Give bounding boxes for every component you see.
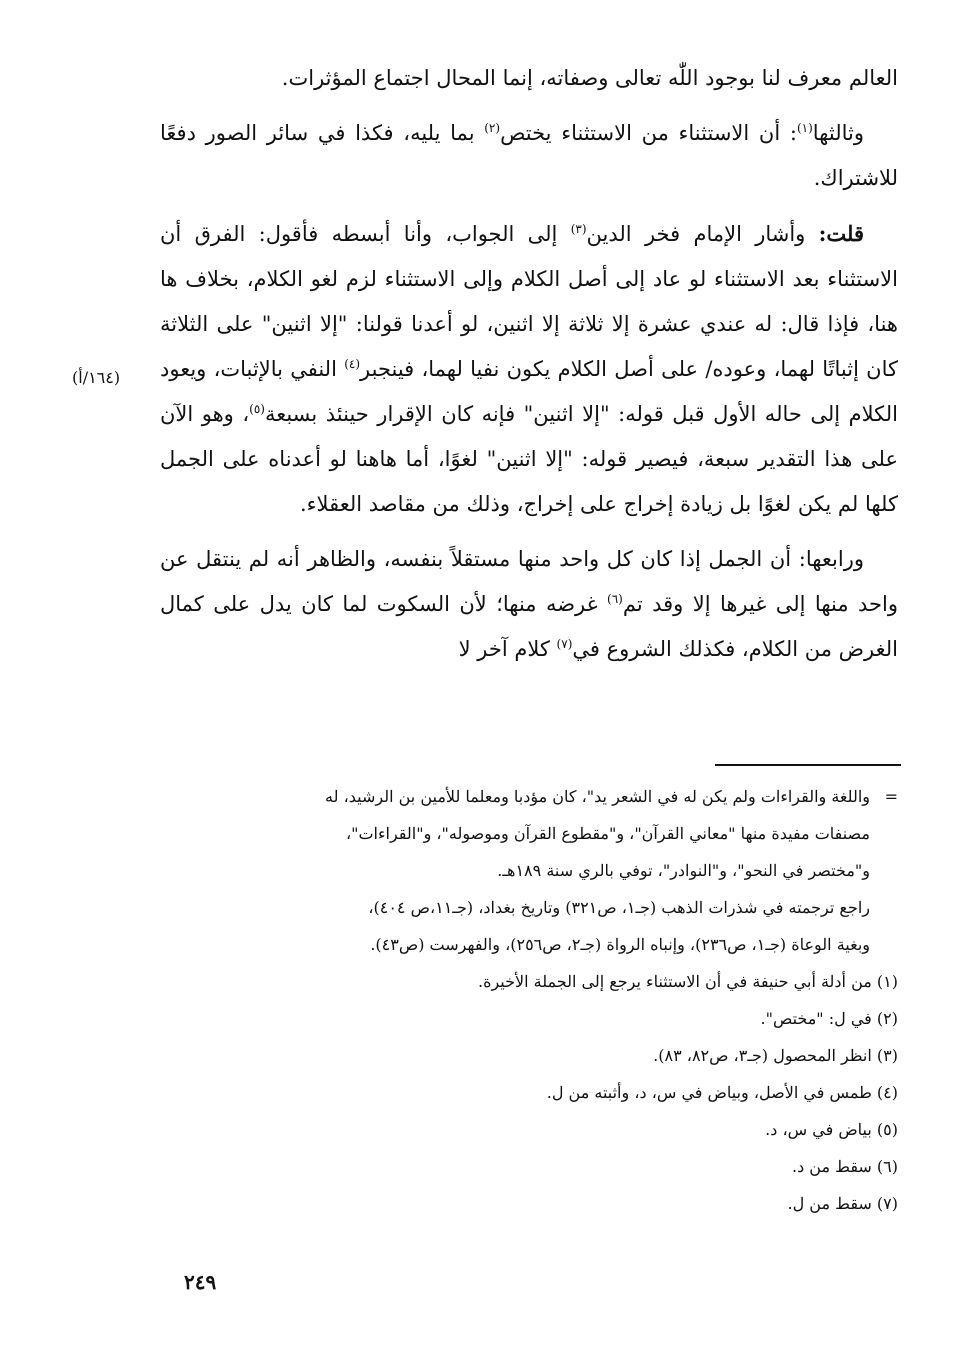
- paragraph-2-text-a: وثالثها: [812, 121, 864, 145]
- paragraph-3-text-d: ، وهو الآن على هذا التقدير سبعة، فيصير قوله: "إلا اثنين" لغوًا، أما هاهنا لو أعدناه على الجمل كلها لم يكن لغوًا بل زيادة إخراج على إخراج، وذلك من مقاصد العقلاء.: [160, 402, 898, 516]
- footnote-1: (١) من أدلة أبي حنيفة في أن الاستثناء يرجع إلى الجملة الأخيرة.: [478, 972, 898, 991]
- footnotes: [160, 778, 898, 1222]
- paragraph-4: [160, 537, 898, 672]
- continuation-mark: =: [884, 787, 898, 806]
- paragraph-4-text-b: غرضه منها؛ لأن السكوت لما كان يدل على كمال الغرض من الكلام، فكذلك الشروع في: [160, 592, 898, 661]
- footnote-continuation-line-3: و"مختصر في النحو"، و"النوادر"، توفي بالري سنة ١٨٩هـ.: [497, 861, 870, 880]
- footnote-continuation-line-2: مصنفات مفيدة منها "معاني القرآن"، و"مقطوع القرآن وموصوله"، و"القراءات"،: [345, 824, 870, 843]
- footnote-continuation-line-4: راجع ترجمته في شذرات الذهب (جـ١، ص٣٢١) وتاريخ بغداد، (جـ١١،ص ٤٠٤)،: [368, 898, 870, 917]
- paragraph-2-text-c: بما يليه، فكذا في سائر الصور دفعًا للاشتراك.: [160, 121, 898, 190]
- paragraph-2-text-b: : أن الاستثناء من الاستثناء يختص: [500, 121, 797, 145]
- footnote-continuation-line-5: وبغية الوعاة (جـ١، ص٢٣٦)، وإنباه الرواة (جـ٢، ص٢٥٦)، والفهرست (ص٤٣).: [370, 935, 870, 954]
- footnote-3: (٣) انظر المحصول (جـ٣، ص٨٢، ٨٣).: [653, 1046, 898, 1065]
- paragraph-3-text-a: وأشار الإمام فخر الدين: [586, 222, 819, 246]
- paragraph-2: [160, 111, 898, 201]
- main-text: [160, 56, 898, 672]
- footnote-continuation-line-1: [160, 778, 898, 815]
- footnote-2: (٢) في ل: "مختص".: [760, 1009, 898, 1028]
- footnote-5: (٥) بياض في س، د.: [765, 1120, 898, 1139]
- paragraph-1: [160, 56, 898, 101]
- footnote-ref-5: (٥): [249, 402, 265, 416]
- paragraph-3: [160, 211, 898, 527]
- paragraph-3-text-b: إلى الجواب، وأنا أبسطه فأقول: الفرق أن الاستثناء بعد الاستثناء لو عاد إلى أصل الكلام وإلى الاستثناء لزم لغو الكلام، بخلاف ها هنا، فإذا قال: له عندي عشرة إلا ثلاثة إلا اثنين، لو أعدنا قولنا: "إلا اثنين" على الثلاثة كان إثباتًا لهما، وعوده/ على أصل الكلام يكون نفيا لهما، فينجبر: [160, 222, 898, 381]
- manuscript-folio-marker: (١٦٤/أ): [72, 368, 121, 387]
- continuation-text-1: واللغة والقراءات ولم يكن له في الشعر يد"، كان مؤدبا ومعلما للأمين بن الرشيد، له: [325, 787, 870, 806]
- paragraph-1-text: العالم معرف لنا بوجود اللّٰه تعالى وصفاته، إنما المحال اجتماع المؤثرات.: [281, 66, 898, 90]
- footnote-ref-7: (٧): [556, 637, 573, 651]
- paragraph-3-text-c: النفي بالإثبات، ويعود الكلام إلى حاله الأول قبل قوله: "إلا اثنين" فإنه كان الإقرار حينئذ بسبعة: [160, 357, 898, 426]
- footnote-ref-3: (٣): [570, 222, 587, 236]
- page-number: ٢٤٩: [184, 1270, 217, 1294]
- footnote-6: (٦) سقط من د.: [792, 1157, 898, 1176]
- paragraph-4-text-c: كلام آخر لا: [458, 637, 557, 661]
- paragraph-4-text-a: ورابعها: أن الجمل إذا كان كل واحد منها مستقلاً بنفسه، والظاهر أنه لم ينتقل عن واحد منها إلى غيرها إلا وقد تم: [160, 547, 898, 616]
- footnote-ref-1: (١): [796, 121, 813, 135]
- footnote-separator: [715, 764, 901, 766]
- footnote-7: (٧) سقط من ل.: [787, 1194, 898, 1213]
- footnote-ref-6: (٦): [607, 592, 623, 606]
- footnote-ref-4: (٤): [344, 357, 361, 371]
- footnote-ref-2: (٢): [484, 121, 501, 135]
- paragraph-3-lead: قلت:: [818, 221, 865, 246]
- footnote-4: (٤) طمس في الأصل، وبياض في س، د، وأثبته من ل.: [546, 1083, 898, 1102]
